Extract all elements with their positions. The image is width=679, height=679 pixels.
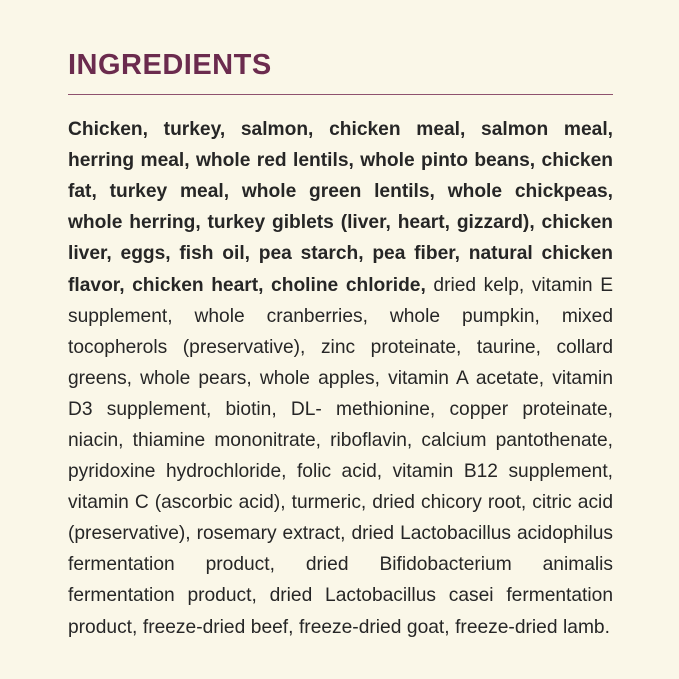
page-title: INGREDIENTS: [68, 49, 272, 81]
ingredients-panel: [68, 50, 613, 662]
title-divider: [68, 94, 613, 95]
ingredients-primary-text: Chicken, turkey, salmon, chicken meal, salmon meal, herring meal, whole red lentils, whole pinto beans, chicken fat, turkey meal, whole green lentils, whole chickpeas, whole herring, turkey giblets (liver, heart, gizzard), chicken liver, eggs, fish oil, pea starch, pea fiber, natural chicken flavor, chicken heart, choline chloride,: [68, 119, 613, 296]
ingredients-secondary-text: dried kelp, vitamin E supplement, whole cranberries, whole pumpkin, mixed tocopherols (preservative), zinc proteinate, taurine, collard greens, whole pears, whole apples, vitamin A acetate, vitamin D3 supplement, biotin, DL- methionine, copper proteinate, niacin, thiamine mononitrate, riboflavin, calcium pantothenate, pyridoxine hydrochloride, folic acid, vitamin B12 supplement, vitamin C (ascorbic acid), turmeric, dried chicory root, citric acid (preservative), rosemary extract, dried Lactobacillus acidophilus fermentation product, dried Bifidobacterium animalis fermentation product, dried Lactobacillus casei fermentation product, freeze-dried beef, freeze-dried goat, freeze-dried lamb.: [68, 274, 613, 638]
ingredients-text: [68, 114, 613, 643]
